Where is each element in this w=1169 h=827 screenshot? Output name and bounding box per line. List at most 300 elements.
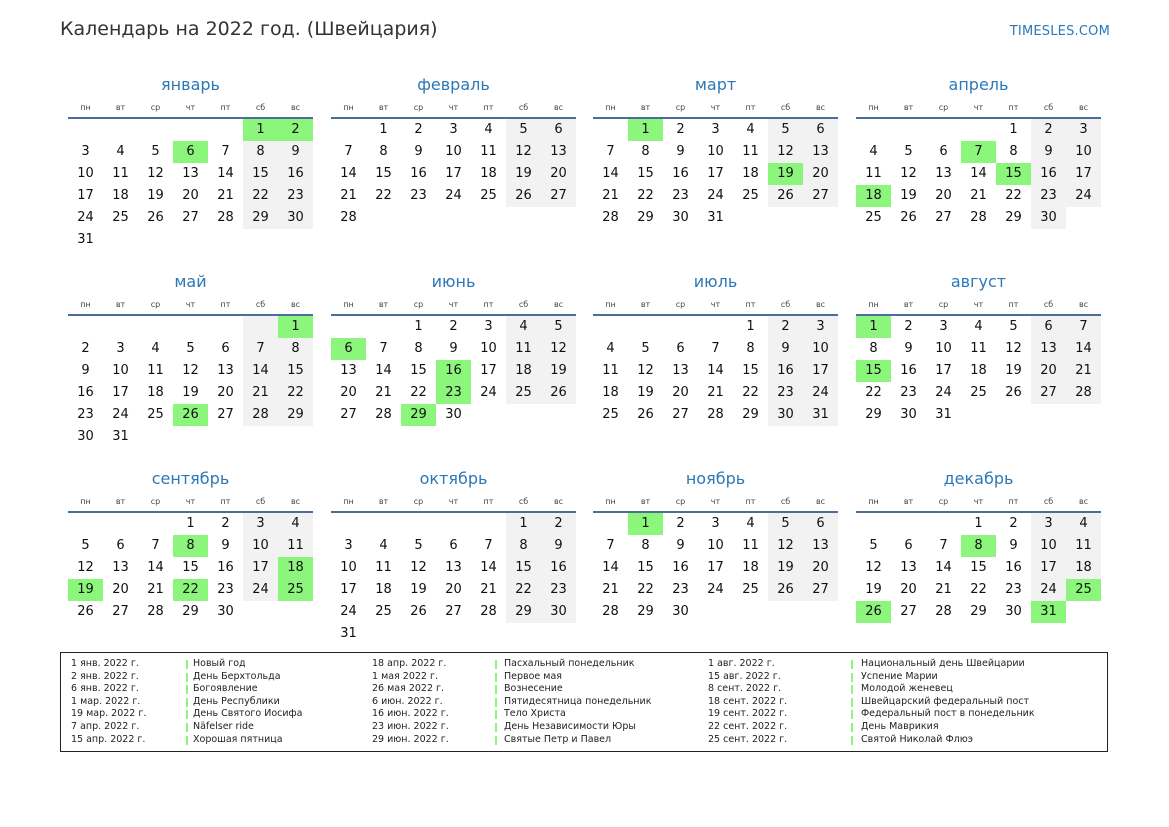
day-cell: 17 xyxy=(480,363,497,378)
weekday-label: чт xyxy=(185,300,196,309)
day-cell: 24 xyxy=(445,188,462,203)
day-cell: 4 xyxy=(278,513,313,535)
day-cell: 5 xyxy=(414,538,423,553)
day-cell: 7 xyxy=(484,538,493,553)
day-cell: 12 xyxy=(147,166,164,181)
weekday-label: сб xyxy=(518,497,529,506)
day-cell: 8 xyxy=(869,341,878,356)
day-cell: 12 xyxy=(506,141,541,163)
day-cell: 3 xyxy=(81,144,90,159)
day-cell: 13 xyxy=(900,560,917,575)
day-cell: 16 xyxy=(541,557,576,579)
day-cell: 22 xyxy=(637,188,654,203)
holiday-day: 25 xyxy=(278,579,313,601)
day-cell: 7 xyxy=(711,341,720,356)
holiday-day: 1 xyxy=(243,119,278,141)
day-cell: 7 xyxy=(221,144,230,159)
weekday-label: пн xyxy=(605,103,616,112)
legend-date: 18 апр. 2022 г. xyxy=(372,658,447,669)
legend-date: 22 сент. 2022 г. xyxy=(708,720,788,732)
day-cell: 13 xyxy=(1031,338,1066,360)
weekday-label: сб xyxy=(1043,497,1054,506)
day-cell: 28 xyxy=(602,604,619,619)
day-cell: 13 xyxy=(445,560,462,575)
day-cell: 5 xyxy=(81,538,90,553)
month-name: октябрь xyxy=(419,469,488,488)
weekday-label: чт xyxy=(710,497,721,506)
legend-marker xyxy=(495,710,497,719)
day-cell: 26 xyxy=(637,407,654,422)
day-cell: 31 xyxy=(707,210,724,225)
day-cell: 20 xyxy=(445,582,462,597)
day-cell: 11 xyxy=(742,538,759,553)
day-cell: 3 xyxy=(1066,119,1101,141)
day-cell: 28 xyxy=(707,407,724,422)
day-cell: 13 xyxy=(935,166,952,181)
day-cell: 17 xyxy=(1066,163,1101,185)
weekday-label: ср xyxy=(938,103,949,112)
day-cell: 26 xyxy=(768,185,803,207)
day-cell: 17 xyxy=(112,385,129,400)
weekday-label: сб xyxy=(1043,300,1054,309)
legend-item xyxy=(708,696,1088,709)
day-cell: 2 xyxy=(768,316,803,338)
day-cell: 25 xyxy=(970,385,987,400)
day-grid xyxy=(856,513,1101,653)
legend-holiday-name: Вознесение xyxy=(504,683,563,695)
day-cell: 21 xyxy=(970,188,987,203)
legend-holiday-name: Пасхальный понедельник xyxy=(504,658,635,669)
day-cell: 9 xyxy=(541,535,576,557)
day-cell: 18 xyxy=(602,385,619,400)
day-cell: 6 xyxy=(676,341,685,356)
day-cell: 2 xyxy=(1031,119,1066,141)
weekday-label: пн xyxy=(80,103,91,112)
weekday-label: чт xyxy=(448,300,459,309)
day-cell: 16 xyxy=(768,360,803,382)
day-cell: 5 xyxy=(869,538,878,553)
day-cell: 10 xyxy=(480,341,497,356)
day-cell: 4 xyxy=(1066,513,1101,535)
day-cell: 15 xyxy=(742,363,759,378)
legend-item xyxy=(708,721,1088,734)
holiday-day: 8 xyxy=(173,535,208,557)
day-cell: 4 xyxy=(151,341,160,356)
legend-holiday-name: Тело Христа xyxy=(504,708,566,720)
legend-marker xyxy=(186,736,188,745)
day-cell: 26 xyxy=(77,604,94,619)
weekday-label: вс xyxy=(815,497,826,506)
day-cell: 13 xyxy=(217,363,234,378)
weekday-header xyxy=(856,299,1101,311)
day-cell: 7 xyxy=(151,538,160,553)
legend-holiday-name: Молодой женевец xyxy=(861,683,953,695)
day-cell: 23 xyxy=(672,582,689,597)
weekday-label: сб xyxy=(1043,103,1054,112)
day-cell: 12 xyxy=(77,560,94,575)
legend-item xyxy=(372,721,752,734)
legend-column xyxy=(708,658,1088,746)
day-cell: 5 xyxy=(641,341,650,356)
legend-marker xyxy=(495,736,497,745)
month-name: июнь xyxy=(431,272,476,291)
weekday-label: вс xyxy=(1078,300,1089,309)
day-cell: 15 xyxy=(637,560,654,575)
day-cell: 8 xyxy=(746,341,755,356)
weekday-header xyxy=(856,496,1101,508)
legend-date: 1 авг. 2022 г. xyxy=(708,658,775,669)
legend-item xyxy=(372,671,752,684)
day-cell: 20 xyxy=(803,557,838,579)
weekday-label: ср xyxy=(413,300,424,309)
legend-holiday-name: Национальный день Швейцарии xyxy=(861,658,1025,669)
day-cell: 24 xyxy=(340,604,357,619)
legend-marker xyxy=(186,710,188,719)
legend-holiday-name: Святой Николай Флюэ xyxy=(861,733,973,745)
legend-marker xyxy=(851,736,853,745)
day-cell: 24 xyxy=(243,579,278,601)
day-cell: 31 xyxy=(77,232,94,247)
day-cell: 1 xyxy=(414,319,423,334)
day-cell: 18 xyxy=(506,360,541,382)
day-cell: 14 xyxy=(707,363,724,378)
day-cell: 30 xyxy=(900,407,917,422)
weekday-label: пт xyxy=(220,497,231,506)
day-cell: 12 xyxy=(1005,341,1022,356)
weekday-label: ср xyxy=(413,103,424,112)
day-cell: 11 xyxy=(375,560,392,575)
day-cell: 2 xyxy=(221,516,230,531)
day-cell: 28 xyxy=(217,210,234,225)
day-cell: 30 xyxy=(768,404,803,426)
day-cell: 9 xyxy=(278,141,313,163)
day-cell: 22 xyxy=(243,185,278,207)
legend-date: 15 авг. 2022 г. xyxy=(708,670,781,682)
legend-date: 19 сент. 2022 г. xyxy=(708,708,788,720)
day-cell: 11 xyxy=(112,166,129,181)
weekday-label: сб xyxy=(518,300,529,309)
legend-date: 7 апр. 2022 г. xyxy=(71,720,140,732)
weekday-header xyxy=(593,496,838,508)
day-cell: 8 xyxy=(278,338,313,360)
day-cell: 3 xyxy=(449,122,458,137)
site-link[interactable]: TIMESLES.COM xyxy=(1009,24,1110,39)
day-cell: 14 xyxy=(147,560,164,575)
day-cell: 10 xyxy=(935,341,952,356)
day-cell: 5 xyxy=(768,513,803,535)
holiday-day: 19 xyxy=(68,579,103,601)
day-cell: 28 xyxy=(935,604,952,619)
weekday-label: вт xyxy=(378,300,389,309)
day-cell: 31 xyxy=(112,429,129,444)
weekday-header xyxy=(593,102,838,114)
day-cell: 24 xyxy=(112,407,129,422)
weekday-label: пн xyxy=(80,497,91,506)
day-cell: 9 xyxy=(414,144,423,159)
day-cell: 28 xyxy=(970,210,987,225)
day-cell: 17 xyxy=(243,557,278,579)
legend-holiday-name: Näfelser ride xyxy=(193,720,254,732)
legend-item xyxy=(708,671,1088,684)
legend-holiday-name: День Независимости Юры xyxy=(504,720,636,732)
day-cell: 2 xyxy=(449,319,458,334)
day-cell: 13 xyxy=(541,141,576,163)
day-cell: 7 xyxy=(379,341,388,356)
day-cell: 30 xyxy=(217,604,234,619)
day-cell: 19 xyxy=(506,163,541,185)
day-cell: 31 xyxy=(803,404,838,426)
day-cell: 27 xyxy=(672,407,689,422)
day-cell: 17 xyxy=(935,363,952,378)
weekday-label: пн xyxy=(80,300,91,309)
weekday-label: ср xyxy=(938,300,949,309)
weekday-label: чт xyxy=(448,497,459,506)
day-cell: 18 xyxy=(112,188,129,203)
day-cell: 4 xyxy=(484,122,493,137)
month-name: март xyxy=(694,75,737,94)
month-name: август xyxy=(950,272,1007,291)
day-cell: 1 xyxy=(186,516,195,531)
weekday-header xyxy=(856,102,1101,114)
day-cell: 14 xyxy=(480,560,497,575)
legend-date: 1 мар. 2022 г. xyxy=(71,695,141,707)
month-name: май xyxy=(174,272,207,291)
holiday-day: 1 xyxy=(278,316,313,338)
day-cell: 30 xyxy=(445,407,462,422)
legend-holiday-name: Успение Марии xyxy=(861,670,938,682)
day-cell: 21 xyxy=(147,582,164,597)
day-cell: 12 xyxy=(768,535,803,557)
day-grid xyxy=(593,316,838,456)
day-cell: 30 xyxy=(672,210,689,225)
day-cell: 28 xyxy=(375,407,392,422)
month-name: ноябрь xyxy=(685,469,746,488)
weekday-label: ср xyxy=(413,497,424,506)
holiday-day: 31 xyxy=(1031,601,1066,623)
day-grid xyxy=(856,316,1101,456)
day-cell: 19 xyxy=(541,360,576,382)
day-cell: 22 xyxy=(742,385,759,400)
legend-holiday-name: Святые Петр и Павел xyxy=(504,733,612,745)
holiday-day: 26 xyxy=(173,404,208,426)
weekday-label: вс xyxy=(290,497,301,506)
holiday-day: 19 xyxy=(768,163,803,185)
day-cell: 9 xyxy=(449,341,458,356)
legend-marker xyxy=(851,723,853,732)
weekday-label: сб xyxy=(518,103,529,112)
day-cell: 11 xyxy=(742,144,759,159)
weekday-label: пт xyxy=(1008,300,1019,309)
weekday-label: пн xyxy=(343,497,354,506)
weekday-label: ср xyxy=(675,300,686,309)
day-cell: 17 xyxy=(340,582,357,597)
weekday-label: пт xyxy=(745,300,756,309)
day-cell: 17 xyxy=(77,188,94,203)
weekday-label: чт xyxy=(973,300,984,309)
weekday-label: вс xyxy=(815,300,826,309)
day-cell: 9 xyxy=(768,338,803,360)
holiday-day: 16 xyxy=(436,360,471,382)
day-cell: 20 xyxy=(541,163,576,185)
weekday-label: пт xyxy=(483,300,494,309)
day-cell: 6 xyxy=(116,538,125,553)
day-cell: 21 xyxy=(480,582,497,597)
day-cell: 7 xyxy=(1066,316,1101,338)
weekday-header xyxy=(331,102,576,114)
legend-holiday-name: Швейцарский федеральный пост xyxy=(861,695,1030,707)
day-cell: 24 xyxy=(707,188,724,203)
holiday-day: 7 xyxy=(961,141,996,163)
day-cell: 27 xyxy=(900,604,917,619)
weekday-label: вт xyxy=(903,300,914,309)
day-cell: 26 xyxy=(506,185,541,207)
day-cell: 30 xyxy=(1005,604,1022,619)
day-cell: 11 xyxy=(865,166,882,181)
day-cell: 9 xyxy=(904,341,913,356)
legend-date: 6 янв. 2022 г. xyxy=(71,683,139,695)
weekday-label: вт xyxy=(378,497,389,506)
day-cell: 16 xyxy=(672,560,689,575)
legend-date: 6 июн. 2022 г. xyxy=(372,695,443,707)
day-cell: 24 xyxy=(77,210,94,225)
day-cell: 10 xyxy=(77,166,94,181)
day-cell: 7 xyxy=(344,144,353,159)
weekday-label: пт xyxy=(1008,103,1019,112)
day-cell: 12 xyxy=(182,363,199,378)
day-cell: 23 xyxy=(278,185,313,207)
day-cell: 21 xyxy=(340,188,357,203)
day-cell: 16 xyxy=(1005,560,1022,575)
weekday-label: вт xyxy=(378,103,389,112)
day-cell: 5 xyxy=(541,316,576,338)
weekday-header xyxy=(331,299,576,311)
day-cell: 6 xyxy=(904,538,913,553)
legend-item xyxy=(372,658,752,671)
day-cell: 12 xyxy=(768,141,803,163)
weekday-label: вт xyxy=(640,497,651,506)
legend-date: 29 июн. 2022 г. xyxy=(372,733,449,745)
day-cell: 4 xyxy=(974,319,983,334)
day-cell: 18 xyxy=(970,363,987,378)
day-cell: 16 xyxy=(1031,163,1066,185)
weekday-label: вс xyxy=(1078,497,1089,506)
weekday-header xyxy=(331,496,576,508)
day-cell: 7 xyxy=(243,338,278,360)
day-cell: 6 xyxy=(803,513,838,535)
day-cell: 15 xyxy=(637,166,654,181)
weekday-label: пт xyxy=(745,497,756,506)
legend-marker xyxy=(186,673,188,682)
day-cell: 5 xyxy=(904,144,913,159)
weekday-label: сб xyxy=(780,300,791,309)
day-cell: 21 xyxy=(243,382,278,404)
day-grid xyxy=(593,513,838,653)
weekday-label: чт xyxy=(185,103,196,112)
weekday-label: вт xyxy=(115,497,126,506)
day-cell: 20 xyxy=(900,582,917,597)
day-cell: 31 xyxy=(935,407,952,422)
legend-holiday-name: День Святого Иосифа xyxy=(193,708,303,720)
day-cell: 2 xyxy=(1009,516,1018,531)
legend-date: 1 янв. 2022 г. xyxy=(71,658,139,669)
day-cell: 15 xyxy=(243,163,278,185)
day-cell: 25 xyxy=(506,382,541,404)
day-cell: 30 xyxy=(672,604,689,619)
day-cell: 3 xyxy=(803,316,838,338)
day-cell: 18 xyxy=(480,166,497,181)
holiday-day: 1 xyxy=(856,316,891,338)
legend-marker xyxy=(186,685,188,694)
day-cell: 29 xyxy=(742,407,759,422)
day-cell: 29 xyxy=(1005,210,1022,225)
day-cell: 20 xyxy=(1031,360,1066,382)
holiday-day: 1 xyxy=(628,513,663,535)
holiday-day: 15 xyxy=(856,360,891,382)
day-cell: 29 xyxy=(278,404,313,426)
legend-date: 19 мар. 2022 г. xyxy=(71,708,147,720)
weekday-label: вт xyxy=(640,300,651,309)
day-cell: 8 xyxy=(641,144,650,159)
day-grid xyxy=(331,119,576,259)
day-cell: 3 xyxy=(243,513,278,535)
legend-holiday-name: Богоявление xyxy=(193,683,258,695)
legend-date: 18 сент. 2022 г. xyxy=(708,695,788,707)
weekday-label: ср xyxy=(150,103,161,112)
day-cell: 4 xyxy=(379,538,388,553)
weekday-label: вт xyxy=(115,103,126,112)
day-cell: 8 xyxy=(506,535,541,557)
day-cell: 9 xyxy=(81,363,90,378)
day-cell: 5 xyxy=(186,341,195,356)
legend-date: 16 июн. 2022 г. xyxy=(372,708,449,720)
legend-date: 1 мая 2022 г. xyxy=(372,670,438,682)
weekday-label: ср xyxy=(675,497,686,506)
day-cell: 27 xyxy=(1031,382,1066,404)
day-cell: 10 xyxy=(112,363,129,378)
day-cell: 1 xyxy=(1009,122,1018,137)
weekday-label: ср xyxy=(675,103,686,112)
day-cell: 8 xyxy=(243,141,278,163)
day-cell: 18 xyxy=(147,385,164,400)
weekday-label: ср xyxy=(150,497,161,506)
day-cell: 5 xyxy=(768,119,803,141)
day-cell: 11 xyxy=(602,363,619,378)
day-cell: 11 xyxy=(1066,535,1101,557)
day-cell: 29 xyxy=(243,207,278,229)
weekday-label: чт xyxy=(973,497,984,506)
day-cell: 6 xyxy=(449,538,458,553)
holiday-day: 1 xyxy=(628,119,663,141)
day-cell: 22 xyxy=(637,582,654,597)
day-cell: 3 xyxy=(484,319,493,334)
weekday-label: вт xyxy=(903,103,914,112)
holiday-day: 18 xyxy=(856,185,891,207)
day-cell: 10 xyxy=(243,535,278,557)
weekday-label: вс xyxy=(815,103,826,112)
day-cell: 27 xyxy=(803,185,838,207)
weekday-label: ср xyxy=(938,497,949,506)
day-cell: 12 xyxy=(637,363,654,378)
weekend-empty-cell xyxy=(243,316,278,338)
weekday-label: пн xyxy=(868,300,879,309)
weekday-label: чт xyxy=(710,103,721,112)
day-cell: 15 xyxy=(410,363,427,378)
legend-marker xyxy=(495,660,497,669)
day-cell: 12 xyxy=(900,166,917,181)
day-cell: 18 xyxy=(742,560,759,575)
legend-marker xyxy=(851,685,853,694)
day-cell: 13 xyxy=(112,560,129,575)
